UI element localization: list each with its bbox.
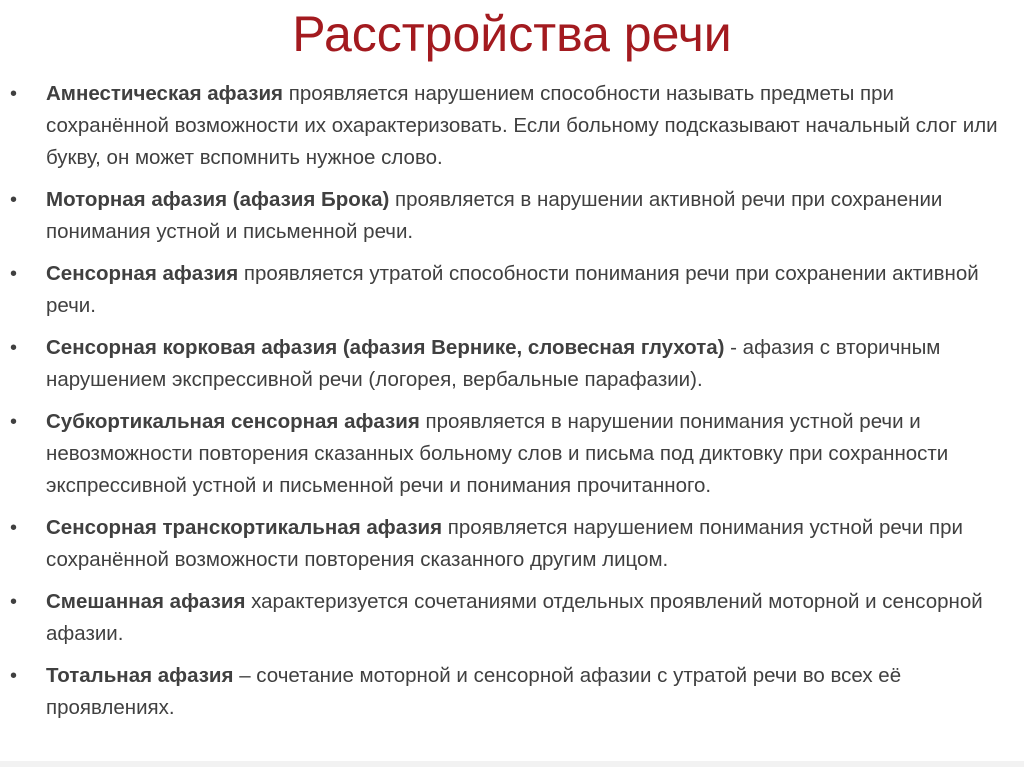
item-text: проявляется в нарушении понимания устной речи и невозможности повторения сказанных больному слов и письма под диктовку при сохранности экспрессивной устной и письменной речи и понимания прочитанного. xyxy=(46,410,949,497)
item-text: проявляется утратой способности понимания речи при сохранении активной речи. xyxy=(46,262,979,317)
slide-title: Расстройства речи xyxy=(292,6,732,62)
item-term: Сенсорная афазия xyxy=(46,262,239,285)
bullet-marker: • xyxy=(10,517,18,539)
bullet-marker: • xyxy=(10,665,18,687)
bullet-marker: • xyxy=(10,263,18,285)
list-item xyxy=(10,406,1010,502)
item-term: Субкортикальная сенсорная афазия xyxy=(46,410,420,433)
bullet-marker: • xyxy=(10,591,18,613)
footer-strip xyxy=(0,761,1024,767)
item-text: – сочетание моторной и сенсорной афазии с утратой речи во всех её проявлениях. xyxy=(46,664,902,719)
bullet-list xyxy=(10,78,1010,734)
item-term: Тотальная афазия xyxy=(46,664,234,687)
list-item xyxy=(10,332,1010,396)
list-item xyxy=(10,78,1010,174)
bullet-marker: • xyxy=(10,411,18,433)
bullet-marker: • xyxy=(10,337,18,359)
item-term: Сенсорная корковая афазия (афазия Вернике, словесная глухота) xyxy=(46,336,725,359)
list-item xyxy=(10,586,1010,650)
list-item xyxy=(10,512,1010,576)
item-term: Смешанная афазия xyxy=(46,590,246,613)
item-text: - афазия с вторичным нарушением экспрессивной речи (логорея, вербальные парафазии). xyxy=(46,336,941,391)
bullet-marker: • xyxy=(10,189,18,211)
list-item xyxy=(10,258,1010,322)
item-text: проявляется нарушением способности называть предметы при сохранённой возможности их охарактеризовать. Если больному подсказывают начальный слог или букву, он может вспомнить нужное слово. xyxy=(46,82,998,169)
item-text: проявляется в нарушении активной речи при сохранении понимания устной и письменной речи. xyxy=(46,188,943,243)
list-item xyxy=(10,660,1010,724)
item-term: Амнестическая афазия xyxy=(46,82,284,105)
bullet-marker: • xyxy=(10,83,18,105)
item-term: Сенсорная транскортикальная афазия xyxy=(46,516,443,539)
item-text: характеризуется сочетаниями отдельных проявлений моторной и сенсорной афазии. xyxy=(46,590,983,645)
item-text: проявляется нарушением понимания устной речи при сохранённой возможности повторения сказанного другим лицом. xyxy=(46,516,963,571)
list-item xyxy=(10,184,1010,248)
item-term: Моторная афазия (афазия Брока) xyxy=(46,188,390,211)
